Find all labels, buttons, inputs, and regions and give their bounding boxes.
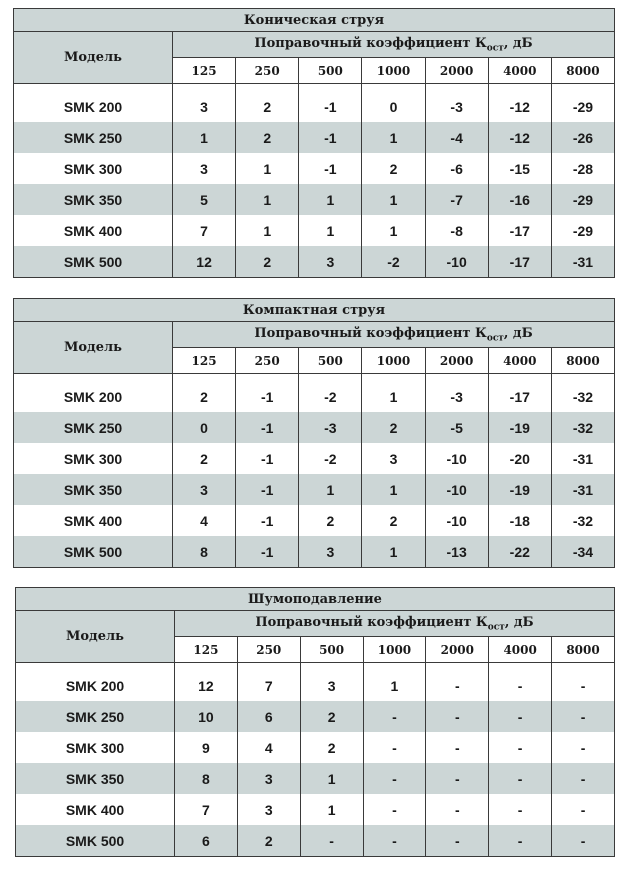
frequency-header: 4000 bbox=[489, 637, 552, 663]
coefficient-header-subscript: ост bbox=[486, 333, 504, 344]
table-title: Коническая струя bbox=[14, 9, 615, 32]
table-title: Шумоподавление bbox=[16, 588, 615, 611]
table-row bbox=[16, 701, 615, 732]
value-cell: -4 bbox=[425, 122, 488, 153]
value-cell: - bbox=[552, 794, 615, 825]
value-cell: -8 bbox=[425, 215, 488, 246]
spacer-cell bbox=[551, 374, 614, 382]
frequency-header: 250 bbox=[236, 58, 299, 84]
table-row bbox=[16, 670, 615, 701]
spacer-cell bbox=[173, 84, 236, 92]
spacer-cell bbox=[14, 374, 173, 382]
value-cell: 2 bbox=[300, 701, 363, 732]
spacer-cell bbox=[14, 84, 173, 92]
value-cell: -29 bbox=[551, 215, 614, 246]
value-cell: - bbox=[552, 701, 615, 732]
value-cell: -31 bbox=[551, 246, 614, 278]
coefficient-header-suffix: , дБ bbox=[504, 614, 534, 630]
frequency-header: 4000 bbox=[488, 348, 551, 374]
coefficient-header-subscript: ост bbox=[487, 622, 505, 633]
value-cell: -17 bbox=[488, 381, 551, 412]
frequency-header: 8000 bbox=[551, 58, 614, 84]
coefficient-header-suffix: , дБ bbox=[503, 325, 533, 341]
model-cell: SMK 500 bbox=[14, 536, 173, 568]
model-cell: SMK 400 bbox=[14, 505, 173, 536]
frequency-header: 8000 bbox=[552, 637, 615, 663]
value-cell: - bbox=[426, 763, 489, 794]
value-cell: - bbox=[300, 825, 363, 857]
spacer-cell bbox=[425, 84, 488, 92]
spacer-cell bbox=[173, 374, 236, 382]
value-cell: 3 bbox=[299, 536, 362, 568]
value-cell: 2 bbox=[173, 381, 236, 412]
value-cell: 0 bbox=[362, 91, 425, 122]
value-cell: 9 bbox=[175, 732, 238, 763]
spacer-cell bbox=[237, 663, 300, 671]
frequency-header: 1000 bbox=[363, 637, 426, 663]
spacer-cell bbox=[363, 663, 426, 671]
value-cell: 1 bbox=[362, 536, 425, 568]
value-cell: 1 bbox=[362, 215, 425, 246]
value-cell: -3 bbox=[299, 412, 362, 443]
value-cell: - bbox=[552, 825, 615, 857]
value-cell: 1 bbox=[362, 474, 425, 505]
value-cell: 7 bbox=[175, 794, 238, 825]
model-column-header: Модель bbox=[14, 322, 173, 374]
value-cell: -1 bbox=[236, 443, 299, 474]
table-row bbox=[16, 732, 615, 763]
model-cell: SMK 500 bbox=[14, 246, 173, 278]
model-cell: SMK 300 bbox=[16, 732, 175, 763]
frequency-header: 2000 bbox=[425, 348, 488, 374]
model-cell: SMK 250 bbox=[14, 412, 173, 443]
value-cell: 2 bbox=[236, 91, 299, 122]
model-cell: SMK 200 bbox=[16, 670, 175, 701]
spacer-cell bbox=[362, 374, 425, 382]
model-cell: SMK 400 bbox=[14, 215, 173, 246]
value-cell: -1 bbox=[236, 505, 299, 536]
model-column-header: Модель bbox=[14, 32, 173, 84]
value-cell: 12 bbox=[175, 670, 238, 701]
value-cell: -17 bbox=[488, 246, 551, 278]
table-row bbox=[14, 536, 615, 568]
table-row bbox=[14, 381, 615, 412]
value-cell: - bbox=[363, 794, 426, 825]
spacer-cell bbox=[175, 663, 238, 671]
value-cell: - bbox=[426, 794, 489, 825]
value-cell: -22 bbox=[488, 536, 551, 568]
coefficient-table-1 bbox=[13, 8, 615, 278]
value-cell: 3 bbox=[237, 794, 300, 825]
coefficient-header-prefix: Поправочный коэффициент К bbox=[254, 35, 487, 51]
coefficient-table-3 bbox=[15, 587, 615, 857]
value-cell: -3 bbox=[425, 381, 488, 412]
value-cell: 2 bbox=[362, 412, 425, 443]
spacer-cell bbox=[236, 374, 299, 382]
value-cell: -32 bbox=[551, 505, 614, 536]
value-cell: 1 bbox=[300, 794, 363, 825]
value-cell: 4 bbox=[173, 505, 236, 536]
value-cell: 2 bbox=[237, 825, 300, 857]
value-cell: -2 bbox=[299, 381, 362, 412]
value-cell: - bbox=[363, 763, 426, 794]
spacer-cell bbox=[551, 84, 614, 92]
value-cell: 1 bbox=[299, 215, 362, 246]
value-cell: 7 bbox=[237, 670, 300, 701]
table-row bbox=[16, 794, 615, 825]
value-cell: -20 bbox=[488, 443, 551, 474]
value-cell: -12 bbox=[488, 122, 551, 153]
value-cell: -1 bbox=[299, 153, 362, 184]
value-cell: -29 bbox=[551, 91, 614, 122]
value-cell: 1 bbox=[236, 184, 299, 215]
coefficient-header bbox=[173, 32, 615, 58]
value-cell: -32 bbox=[551, 412, 614, 443]
coefficient-header bbox=[175, 611, 615, 637]
value-cell: -19 bbox=[488, 474, 551, 505]
coefficient-header-suffix: , дБ bbox=[503, 35, 533, 51]
value-cell: 3 bbox=[173, 474, 236, 505]
value-cell: -10 bbox=[425, 246, 488, 278]
value-cell: -10 bbox=[425, 443, 488, 474]
value-cell: 1 bbox=[236, 153, 299, 184]
value-cell: 1 bbox=[236, 215, 299, 246]
value-cell: 3 bbox=[362, 443, 425, 474]
model-cell: SMK 200 bbox=[14, 91, 173, 122]
frequency-header: 500 bbox=[300, 637, 363, 663]
frequency-header: 125 bbox=[173, 58, 236, 84]
value-cell: 0 bbox=[173, 412, 236, 443]
value-cell: -31 bbox=[551, 474, 614, 505]
value-cell: 10 bbox=[175, 701, 238, 732]
value-cell: 2 bbox=[362, 505, 425, 536]
value-cell: 3 bbox=[173, 153, 236, 184]
value-cell: 5 bbox=[173, 184, 236, 215]
value-cell: -13 bbox=[425, 536, 488, 568]
value-cell: 2 bbox=[300, 732, 363, 763]
frequency-header: 125 bbox=[173, 348, 236, 374]
spacer-cell bbox=[300, 663, 363, 671]
value-cell: -1 bbox=[299, 122, 362, 153]
value-cell: 12 bbox=[173, 246, 236, 278]
value-cell: 1 bbox=[362, 122, 425, 153]
value-cell: 8 bbox=[175, 763, 238, 794]
value-cell: -31 bbox=[551, 443, 614, 474]
frequency-header: 2000 bbox=[426, 637, 489, 663]
model-cell: SMK 300 bbox=[14, 443, 173, 474]
value-cell: - bbox=[489, 763, 552, 794]
value-cell: -1 bbox=[236, 536, 299, 568]
table-row bbox=[16, 763, 615, 794]
spacer-cell bbox=[299, 84, 362, 92]
spacer-cell bbox=[299, 374, 362, 382]
frequency-header: 4000 bbox=[488, 58, 551, 84]
table-row bbox=[14, 474, 615, 505]
value-cell: 3 bbox=[173, 91, 236, 122]
model-cell: SMK 400 bbox=[16, 794, 175, 825]
value-cell: - bbox=[426, 670, 489, 701]
value-cell: 2 bbox=[362, 153, 425, 184]
coefficient-header bbox=[173, 322, 615, 348]
value-cell: -2 bbox=[362, 246, 425, 278]
value-cell: -16 bbox=[488, 184, 551, 215]
frequency-header: 500 bbox=[299, 348, 362, 374]
value-cell: -1 bbox=[299, 91, 362, 122]
model-cell: SMK 250 bbox=[16, 701, 175, 732]
frequency-header: 125 bbox=[175, 637, 238, 663]
model-cell: SMK 250 bbox=[14, 122, 173, 153]
table-title: Компактная струя bbox=[14, 299, 615, 322]
frequency-header: 8000 bbox=[551, 348, 614, 374]
value-cell: 3 bbox=[299, 246, 362, 278]
value-cell: -3 bbox=[425, 91, 488, 122]
value-cell: - bbox=[552, 763, 615, 794]
value-cell: 2 bbox=[173, 443, 236, 474]
spacer-cell bbox=[426, 663, 489, 671]
value-cell: 6 bbox=[175, 825, 238, 857]
value-cell: -10 bbox=[425, 505, 488, 536]
value-cell: 2 bbox=[299, 505, 362, 536]
value-cell: 1 bbox=[299, 474, 362, 505]
value-cell: 3 bbox=[300, 670, 363, 701]
model-cell: SMK 300 bbox=[14, 153, 173, 184]
spacer-cell bbox=[425, 374, 488, 382]
frequency-header: 2000 bbox=[425, 58, 488, 84]
value-cell: -34 bbox=[551, 536, 614, 568]
value-cell: 1 bbox=[300, 763, 363, 794]
value-cell: 3 bbox=[237, 763, 300, 794]
value-cell: 1 bbox=[362, 381, 425, 412]
value-cell: 2 bbox=[236, 122, 299, 153]
spacer-cell bbox=[236, 84, 299, 92]
spacer-cell bbox=[552, 663, 615, 671]
value-cell: - bbox=[489, 701, 552, 732]
spacer-cell bbox=[488, 374, 551, 382]
value-cell: -28 bbox=[551, 153, 614, 184]
value-cell: 1 bbox=[173, 122, 236, 153]
model-cell: SMK 500 bbox=[16, 825, 175, 857]
table-row bbox=[14, 505, 615, 536]
spacer-cell bbox=[362, 84, 425, 92]
spacer-cell bbox=[489, 663, 552, 671]
frequency-header: 250 bbox=[237, 637, 300, 663]
value-cell: - bbox=[489, 794, 552, 825]
model-cell: SMK 350 bbox=[16, 763, 175, 794]
value-cell: - bbox=[363, 825, 426, 857]
model-cell: SMK 350 bbox=[14, 474, 173, 505]
value-cell: -29 bbox=[551, 184, 614, 215]
frequency-header: 1000 bbox=[362, 58, 425, 84]
value-cell: -18 bbox=[488, 505, 551, 536]
value-cell: -19 bbox=[488, 412, 551, 443]
value-cell: - bbox=[489, 732, 552, 763]
value-cell: -7 bbox=[425, 184, 488, 215]
coefficient-header-subscript: ост bbox=[486, 43, 504, 54]
model-cell: SMK 200 bbox=[14, 381, 173, 412]
value-cell: - bbox=[363, 732, 426, 763]
value-cell: -1 bbox=[236, 412, 299, 443]
value-cell: - bbox=[426, 825, 489, 857]
value-cell: - bbox=[552, 732, 615, 763]
table-row bbox=[14, 122, 615, 153]
coefficient-table-2 bbox=[13, 298, 615, 568]
value-cell: -10 bbox=[425, 474, 488, 505]
frequency-header: 250 bbox=[236, 348, 299, 374]
value-cell: 8 bbox=[173, 536, 236, 568]
value-cell: 7 bbox=[173, 215, 236, 246]
frequency-header: 1000 bbox=[362, 348, 425, 374]
value-cell: -12 bbox=[488, 91, 551, 122]
coefficient-header-prefix: Поправочный коэффициент К bbox=[254, 325, 487, 341]
table-row bbox=[14, 246, 615, 278]
table-row bbox=[14, 184, 615, 215]
frequency-header: 500 bbox=[299, 58, 362, 84]
spacer-cell bbox=[488, 84, 551, 92]
model-cell: SMK 350 bbox=[14, 184, 173, 215]
value-cell: 1 bbox=[363, 670, 426, 701]
table-row bbox=[14, 153, 615, 184]
value-cell: - bbox=[426, 701, 489, 732]
value-cell: -5 bbox=[425, 412, 488, 443]
table-row bbox=[14, 215, 615, 246]
model-column-header: Модель bbox=[16, 611, 175, 663]
value-cell: - bbox=[489, 825, 552, 857]
value-cell: -32 bbox=[551, 381, 614, 412]
value-cell: -26 bbox=[551, 122, 614, 153]
value-cell: -1 bbox=[236, 381, 299, 412]
value-cell: 1 bbox=[299, 184, 362, 215]
value-cell: 6 bbox=[237, 701, 300, 732]
value-cell: -17 bbox=[488, 215, 551, 246]
table-row bbox=[14, 443, 615, 474]
value-cell: -6 bbox=[425, 153, 488, 184]
coefficient-header-prefix: Поправочный коэффициент К bbox=[255, 614, 488, 630]
value-cell: 1 bbox=[362, 184, 425, 215]
value-cell: - bbox=[552, 670, 615, 701]
value-cell: - bbox=[426, 732, 489, 763]
value-cell: 4 bbox=[237, 732, 300, 763]
spacer-cell bbox=[16, 663, 175, 671]
value-cell: - bbox=[363, 701, 426, 732]
value-cell: -15 bbox=[488, 153, 551, 184]
value-cell: 2 bbox=[236, 246, 299, 278]
table-row bbox=[14, 91, 615, 122]
value-cell: -1 bbox=[236, 474, 299, 505]
table-row bbox=[16, 825, 615, 857]
value-cell: -2 bbox=[299, 443, 362, 474]
table-row bbox=[14, 412, 615, 443]
value-cell: - bbox=[489, 670, 552, 701]
